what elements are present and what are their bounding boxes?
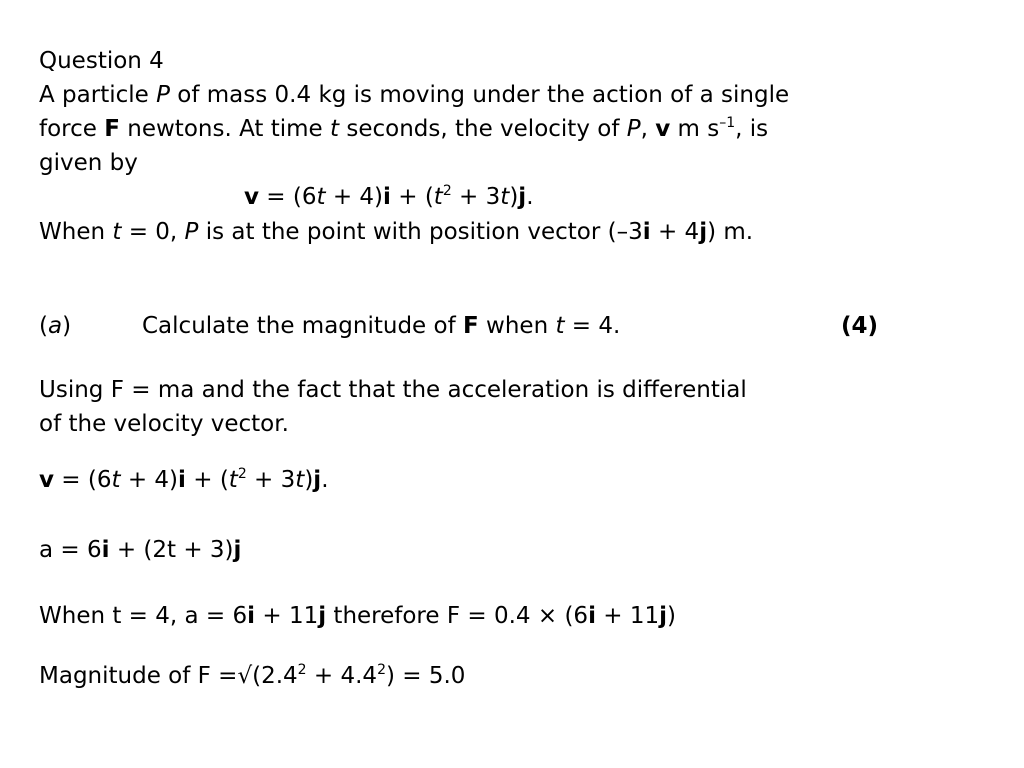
question-line-2	[39, 115, 768, 143]
solution-intro-2: of the velocity vector.	[39, 411, 289, 437]
var-t: t	[112, 219, 122, 245]
text: + 4.4	[306, 663, 378, 689]
text: newtons. At time	[119, 116, 331, 142]
marks: (4)	[841, 313, 879, 339]
text: A particle	[39, 82, 157, 108]
part-letter: a	[47, 313, 63, 339]
vector-v: v	[655, 116, 671, 142]
text: ) m.	[707, 219, 754, 245]
text: When	[39, 219, 113, 245]
solution-at-t4	[39, 602, 676, 630]
text: Magnitude of F =√(2.4	[39, 663, 298, 689]
question-line-3: given by	[39, 150, 138, 176]
text: m s	[670, 116, 720, 142]
var-P: P	[626, 116, 641, 142]
question-line-5	[39, 218, 753, 246]
unit-i: i	[383, 184, 391, 210]
unit-i: i	[642, 219, 651, 245]
text: seconds, the velocity of	[339, 116, 627, 142]
exponent: –1	[719, 115, 736, 131]
vector-v: v	[244, 184, 259, 210]
text: + 3	[246, 467, 296, 493]
var-t: t	[111, 467, 121, 493]
unit-j: j	[233, 537, 242, 563]
part-a-marks	[841, 312, 878, 340]
text: ,	[640, 116, 656, 142]
text: )	[667, 603, 676, 629]
text: + 11	[595, 603, 660, 629]
text: + 4)	[120, 467, 179, 493]
question-heading: Question 4	[39, 48, 164, 74]
var-t: t	[500, 184, 510, 210]
vector-v: v	[39, 467, 54, 493]
var-P: P	[184, 219, 199, 245]
var-t: t	[228, 467, 238, 493]
text: + 4	[650, 219, 700, 245]
text: + 11	[255, 603, 319, 629]
text: = 0,	[121, 219, 185, 245]
unit-i: i	[101, 537, 110, 563]
text: therefore F = 0.4 × (6	[326, 603, 589, 629]
exponent: 2	[442, 183, 452, 199]
text: .	[321, 467, 329, 493]
solution-magnitude	[39, 662, 465, 690]
text: is at the point with position vector (–3	[198, 219, 643, 245]
text: )	[62, 313, 72, 339]
unit-j: j	[518, 184, 527, 210]
question-line-1	[39, 81, 789, 109]
text: ) = 5.0	[386, 663, 466, 689]
text: (	[39, 313, 48, 339]
exponent: 2	[297, 662, 307, 678]
unit-j: j	[318, 603, 327, 629]
text: = (6	[259, 184, 317, 210]
text: = 4.	[564, 313, 621, 339]
text: )	[304, 467, 314, 493]
solution-intro-1: Using F = ma and the fact that the acceleration is differential	[39, 377, 747, 403]
text: when	[478, 313, 556, 339]
text: + 4)	[325, 184, 384, 210]
text: )	[509, 184, 519, 210]
text: + (	[185, 467, 229, 493]
vector-F: F	[104, 116, 120, 142]
exponent: 2	[377, 662, 386, 678]
solution-acceleration	[39, 536, 241, 564]
var-t: t	[555, 313, 565, 339]
vector-F: F	[463, 313, 479, 339]
var-t: t	[316, 184, 326, 210]
text: = (6	[54, 467, 112, 493]
exponent: 2	[237, 466, 247, 482]
text: + (	[390, 184, 434, 210]
var-P: P	[156, 82, 170, 108]
var-t: t	[295, 467, 305, 493]
text: + 3	[451, 184, 501, 210]
var-t: t	[330, 116, 340, 142]
text: When t = 4, a = 6	[39, 603, 248, 629]
part-a-question	[142, 312, 620, 340]
question-equation	[244, 183, 534, 211]
var-t: t	[433, 184, 443, 210]
part-a-label	[39, 312, 71, 340]
unit-i: i	[247, 603, 256, 629]
text: of mass 0.4 kg is moving under the action of a single	[169, 82, 790, 108]
text: .	[526, 184, 534, 210]
unit-j: j	[659, 603, 668, 629]
unit-j: j	[313, 467, 322, 493]
text: Calculate the magnitude of	[142, 313, 463, 339]
text: + (2t + 3)	[109, 537, 234, 563]
text: a = 6	[39, 537, 102, 563]
text: force	[39, 116, 105, 142]
unit-j: j	[699, 219, 708, 245]
text: , is	[735, 116, 769, 142]
solution-velocity	[39, 466, 329, 494]
unit-i: i	[178, 467, 186, 493]
unit-i: i	[588, 603, 596, 629]
